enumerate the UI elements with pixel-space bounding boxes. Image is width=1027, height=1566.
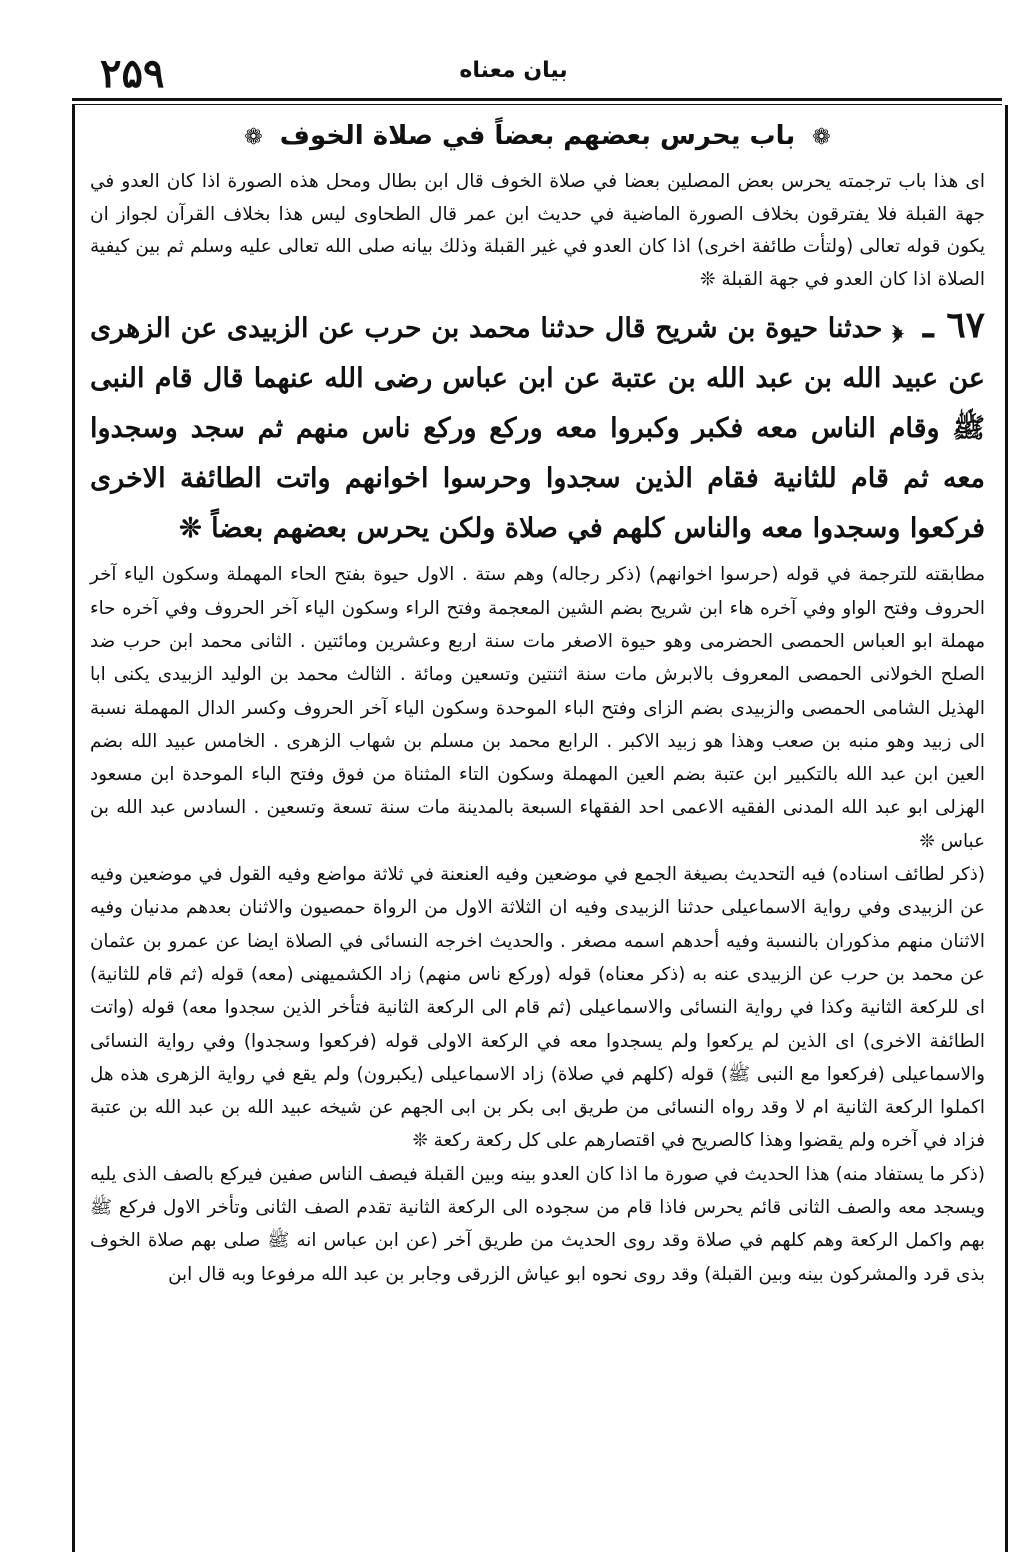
chapter-intro: اى هذا باب ترجمته يحرس بعض المصلين بعضا في صلاة الخوف قال ابن بطال ومحل هذه الصورة اذا كان العدو في جهة القبلة فلا يفترقون بخلاف الصورة الماضية في حديث ابن عمر قال الطحاوى ليس هذا بخلاف القرآن لجواز ان يكون قوله تعالى (ولتأت طائفة اخرى) اذا كان العدو في غير القبلة وذلك بيانه صلى الله تعالى عليه وسلم ثم بين كيفية الصلاة اذا كان العدو في جهة القبلة ❊ xyxy=(90,171,985,290)
commentary-paragraph-isnad: (ذكر لطائف اسناده) فيه التحديث بصيغة الجمع في موضعين وفيه العنعنة في ثلاثة مواضع وفيه القول في موضعين وفيه عن الزبيدى وفي رواية الاسماعيلى حدثنا الزبيدى وفيه ان الثلاثة الاول من الرواة حمصيون والاثنان بعدهم مدنيان وفيه الاثنان منهم مذكوران بالنسبة وفيه أحدهم اسمه مصغر . والحديث اخرجه النسائى في الصلاة ايضا عن عمرو بن عثمان عن محمد بن حرب عن الزبيدى عنه به (ذكر معناه) قوله (وركع ناس منهم) زاد الكشميهنى (معه) قوله (ثم قام للثانية) اى للركعة الثانية وكذا في رواية النسائى والاسماعيلى (ثم قام الى الركعة الثانية فتأخر الذين سجدوا معه) قوله (واتت الطائفة الاخرى) اى الذين لم يركعوا ولم يسجدوا معه في الركعة الاولى قوله (فركعوا وسجدوا) وفي رواية النسائى والاسماعيلى (فركعوا مع النبى ﷺ) قوله (كلهم في صلاة) زاد الاسماعيلى (يكبرون) ولم يقع في رواية الزهرى هذه هل اكملوا الركعة الثانية ام لا وقد رواه النسائى من طريق ابى بكر بن ابى الجهم عن شيخه عبيد الله بن عبد الله بن عتبة فزاد في آخره ولم يقضوا وهذا كالصريح في اقتصارهم على كل ركعة ركعة ❊ xyxy=(90,864,985,1152)
commentary-paragraph-rulings: (ذكر ما يستفاد منه) هذا الحديث في صورة ما اذا كان العدو بينه وبين القبلة فيصف الناس صفين فيركع بالصف الذى يليه ويسجد معه والصف الثانى قائم يحرس فاذا قام من سجوده الى الركعة الثانية تقدم الصف الثانى وتأخر الاول فركع ﷺ بهم واكمل الركعة وهم كلهم في صلاة وقد روى الحديث من طريق آخر (عن ابن عباس انه ﷺ صلى بهم صلاة الخوف بذى قرد والمشركون بينه وبين القبلة) وقد روى نحوه ابو عياش الزرقى وجابر بن عبد الله مرفوعا وبه قال ابن xyxy=(90,1163,985,1285)
running-head: بيان معناه xyxy=(459,58,568,83)
ornament-right-icon: ❁ xyxy=(812,125,831,150)
chapter-heading xyxy=(90,112,985,162)
hadith-text-block xyxy=(90,300,985,554)
header-rule xyxy=(72,98,1002,105)
hadith-number: ٦٧ ـ xyxy=(922,304,985,347)
chapter-title: باب يحرس بعضهم بعضاً في صلاة الخوف xyxy=(279,121,796,151)
ornament-left-icon: ❁ xyxy=(244,125,263,150)
page-number: ۲۵۹ xyxy=(100,50,165,97)
commentary-paragraph-narrators: مطابقته للترجمة في قوله (حرسوا اخوانهم) (ذكر رجاله) وهم ستة . الاول حيوة بفتح الحاء المهملة وسكون الياء آخر الحروف وفتح الواو وفي آخره هاء ابن شريح بضم الشين المعجمة وفتح الراء وسكون الياء آخر الحروف وفي آخره حاء مهملة ابو العباس الحمصى الحضرمى وهو حيوة الاصغر مات سنة اربع وعشرين ومائتين . الثانى محمد ابن حرب ضد الصلح الخولانى الحمصى المعروف بالابرش مات سنة اثنتين وتسعين ومائة . الثالث محمد بن الوليد الزبيدى يكنى ابا الهذيل الشامى الحمصى والزبيدى بضم الزاى وفتح الباء الموحدة وسكون الياء آخر الحروف وكسر الدال المهملة نسبة الى زبيد وهو منبه بن صعب وهذا هو زبيد الاكبر . الرابع محمد بن مسلم بن شهاب الزهرى . الخامس عبيد الله بضم العين ابن عبد الله بالتكبير ابن عتبة بضم العين المهملة وسكون التاء المثناة من فوق وفتح الباء الموحدة ابن مسعود الهزلى ابو عبد الله المدنى الفقيه الاعمى احد الفقهاء السبعة بالمدينة مات سنة تسعة وتسعين . السادس عبد الله بن عباس ❊ xyxy=(90,564,985,852)
hadith-text: ﴿ حدثنا حيوة بن شريح قال حدثنا محمد بن حرب عن الزبيدى عن الزهرى عن عبيد الله بن عبد الله بن عتبة عن ابن عباس رضى الله عنهما قال قام النبى ﷺ وقام الناس معه فكبر وكبروا معه وركع وركع ناس منهم ثم سجد وسجدوا معه ثم قام للثانية فقام الذين سجدوا وحرسوا اخوانهم واتت الطائفة الاخرى فركعوا وسجدوا معه والناس كلهم في صلاة ولكن يحرس بعضهم بعضاً ❊ xyxy=(90,313,985,545)
page-body xyxy=(90,110,985,1291)
